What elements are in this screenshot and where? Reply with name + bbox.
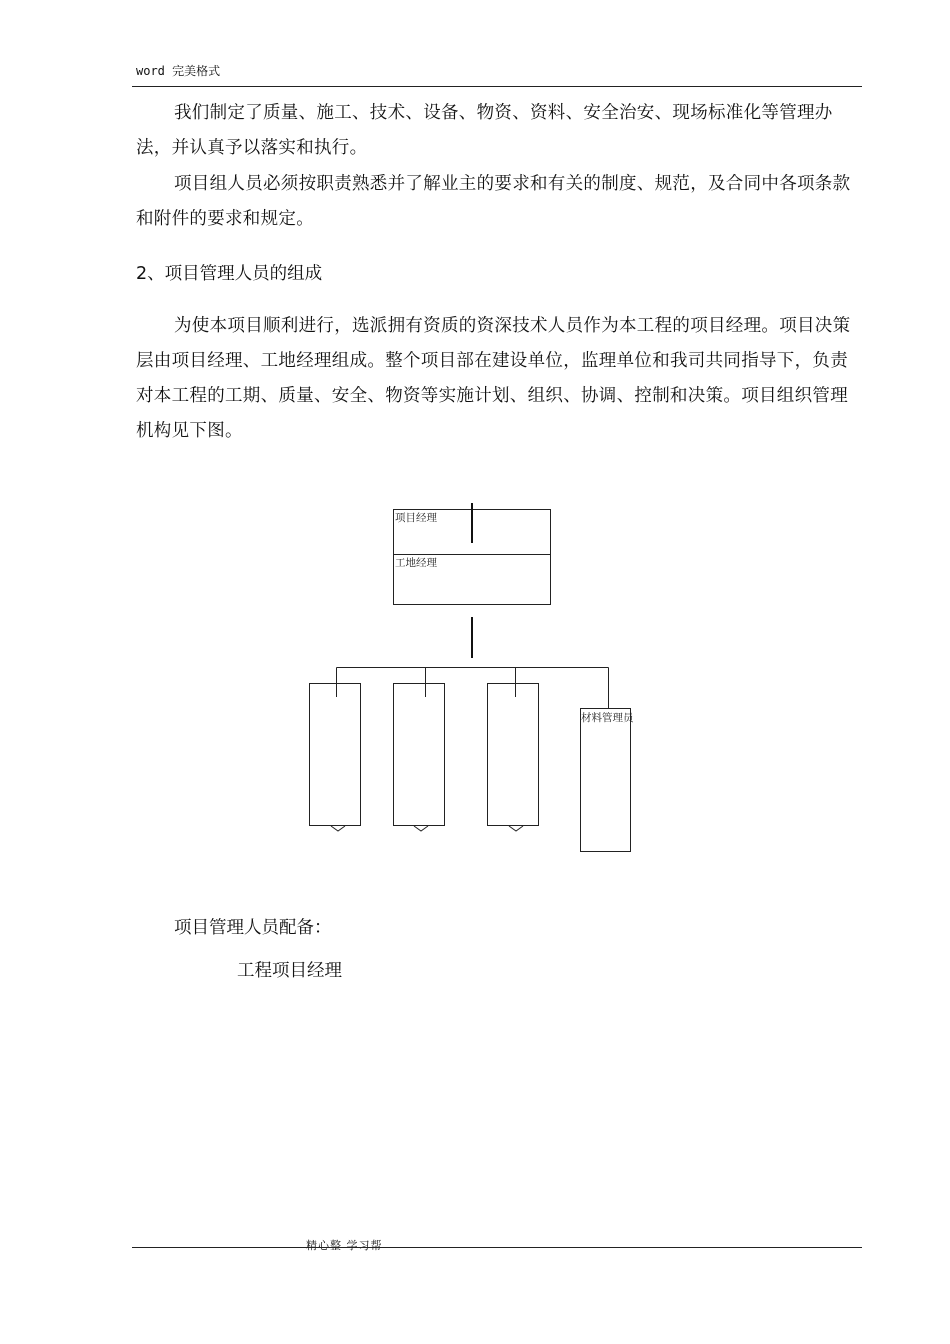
page-header: word 完美格式 [136,64,221,78]
org-box-staff-1 [310,684,361,826]
staffing-title: 项目管理人员配备： [174,918,332,938]
section-heading: 2、项目管理人员的组成 [136,264,323,284]
clipped-label-1 [331,826,345,831]
footer-rule [132,1247,862,1248]
org-box-staff-2 [394,684,445,826]
org-box-staff-3 [488,684,539,826]
paragraph-management-methods: 我们制定了质量、施工、技术、设备、物资、资料、安全治安、现场标准化等管理办法，并认真予以落实和执行。 [136,103,833,158]
org-label-project-manager: 项目经理 [395,512,437,524]
paragraph-staff-duties: 项目组人员必须按职责熟悉并了解业主的要求和有关的制度、规范，及合同中各项条款和附件的要求和规定。 [136,174,851,229]
org-box-materials-manager [581,709,631,852]
section-body: 为使本项目顺利进行，选派拥有资质的资深技术人员作为本工程的项目经理。项目决策层由项目经理、工地经理组成。整个项目部在建设单位，监理单位和我司共同指导下，负责对本工程的工期、质量、安全、物资等实施计划、组织、协调、控制和决策。项目组织管理机构见下图。 [136,316,851,441]
clipped-label-3 [509,826,523,831]
org-label-site-manager: 工地经理 [395,557,437,569]
clipped-label-2 [414,826,428,831]
org-label-materials-manager: 材料管理员 [581,712,634,724]
page-footer: 精心整 学习帮 [306,1239,383,1252]
staffing-item: 工程项目经理 [237,961,342,981]
